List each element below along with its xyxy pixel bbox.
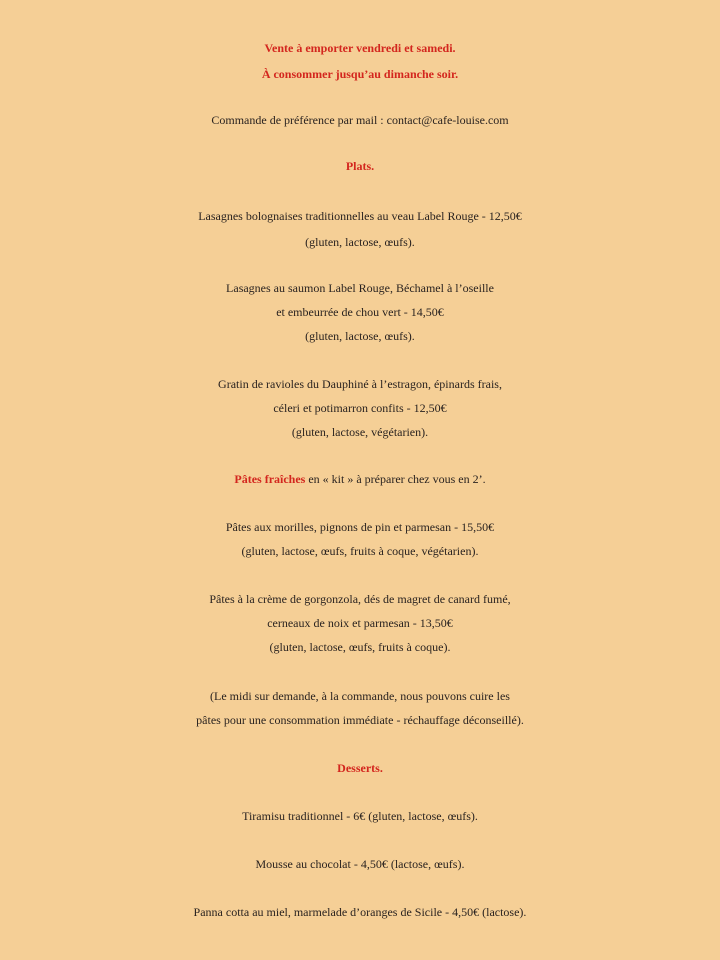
pates-1-line-1: Pâtes aux morilles, pignons de pin et parmesan - 15,50€	[225, 520, 495, 534]
section-subtitle-pates: en « kit » à préparer chez vous en 2’.	[305, 472, 486, 486]
pates-2-line-1: Pâtes à la crème de gorgonzola, dés de magret de canard fumé,	[209, 592, 511, 606]
header-line-2: À consommer jusqu’au dimanche soir.	[261, 67, 459, 81]
plat-3-line-3: (gluten, lactose, végétarien).	[291, 425, 429, 439]
section-title-desserts: Desserts.	[337, 761, 383, 775]
pates-note-line-2: pâtes pour une consommation immédiate - réchauffage déconseillé).	[196, 713, 524, 727]
plat-1-line-2: (gluten, lactose, œufs).	[305, 235, 415, 249]
dessert-1: Tiramisu traditionnel - 6€ (gluten, lactose, œufs).	[242, 809, 478, 823]
header-line-1: Vente à emporter vendredi et samedi.	[264, 41, 456, 55]
pates-note-line-1: (Le midi sur demande, à la commande, nous pouvons cuire les	[210, 689, 510, 703]
pates-2-line-2: cerneaux de noix et parmesan - 13,50€	[267, 616, 453, 630]
plat-2-line-3: (gluten, lactose, œufs).	[305, 329, 415, 343]
pates-2-line-3: (gluten, lactose, œufs, fruits à coque).	[269, 640, 451, 654]
section-title-plats: Plats.	[345, 159, 375, 173]
plat-2-line-1: Lasagnes au saumon Label Rouge, Béchamel à l’oseille	[226, 281, 494, 295]
plat-1-line-1: Lasagnes bolognaises traditionnelles au veau Label Rouge - 12,50€	[198, 209, 522, 223]
plat-3-line-2: céleri et potimarron confits - 12,50€	[273, 401, 447, 415]
plat-3-line-1: Gratin de ravioles du Dauphiné à l’estragon, épinards frais,	[218, 377, 502, 391]
plat-2-line-2: et embeurrée de chou vert - 14,50€	[276, 305, 444, 319]
section-title-pates: Pâtes fraîches	[234, 472, 306, 486]
section-heading-pates	[0, 466, 720, 492]
dessert-3: Panna cotta au miel, marmelade d’oranges de Sicile - 4,50€ (lactose).	[193, 905, 527, 919]
contact-line: Commande de préférence par mail : contact@cafe-louise.com	[211, 113, 509, 127]
dessert-2: Mousse au chocolat - 4,50€ (lactose, œufs).	[255, 857, 465, 871]
pates-1-line-2: (gluten, lactose, œufs, fruits à coque, végétarien).	[241, 544, 479, 558]
